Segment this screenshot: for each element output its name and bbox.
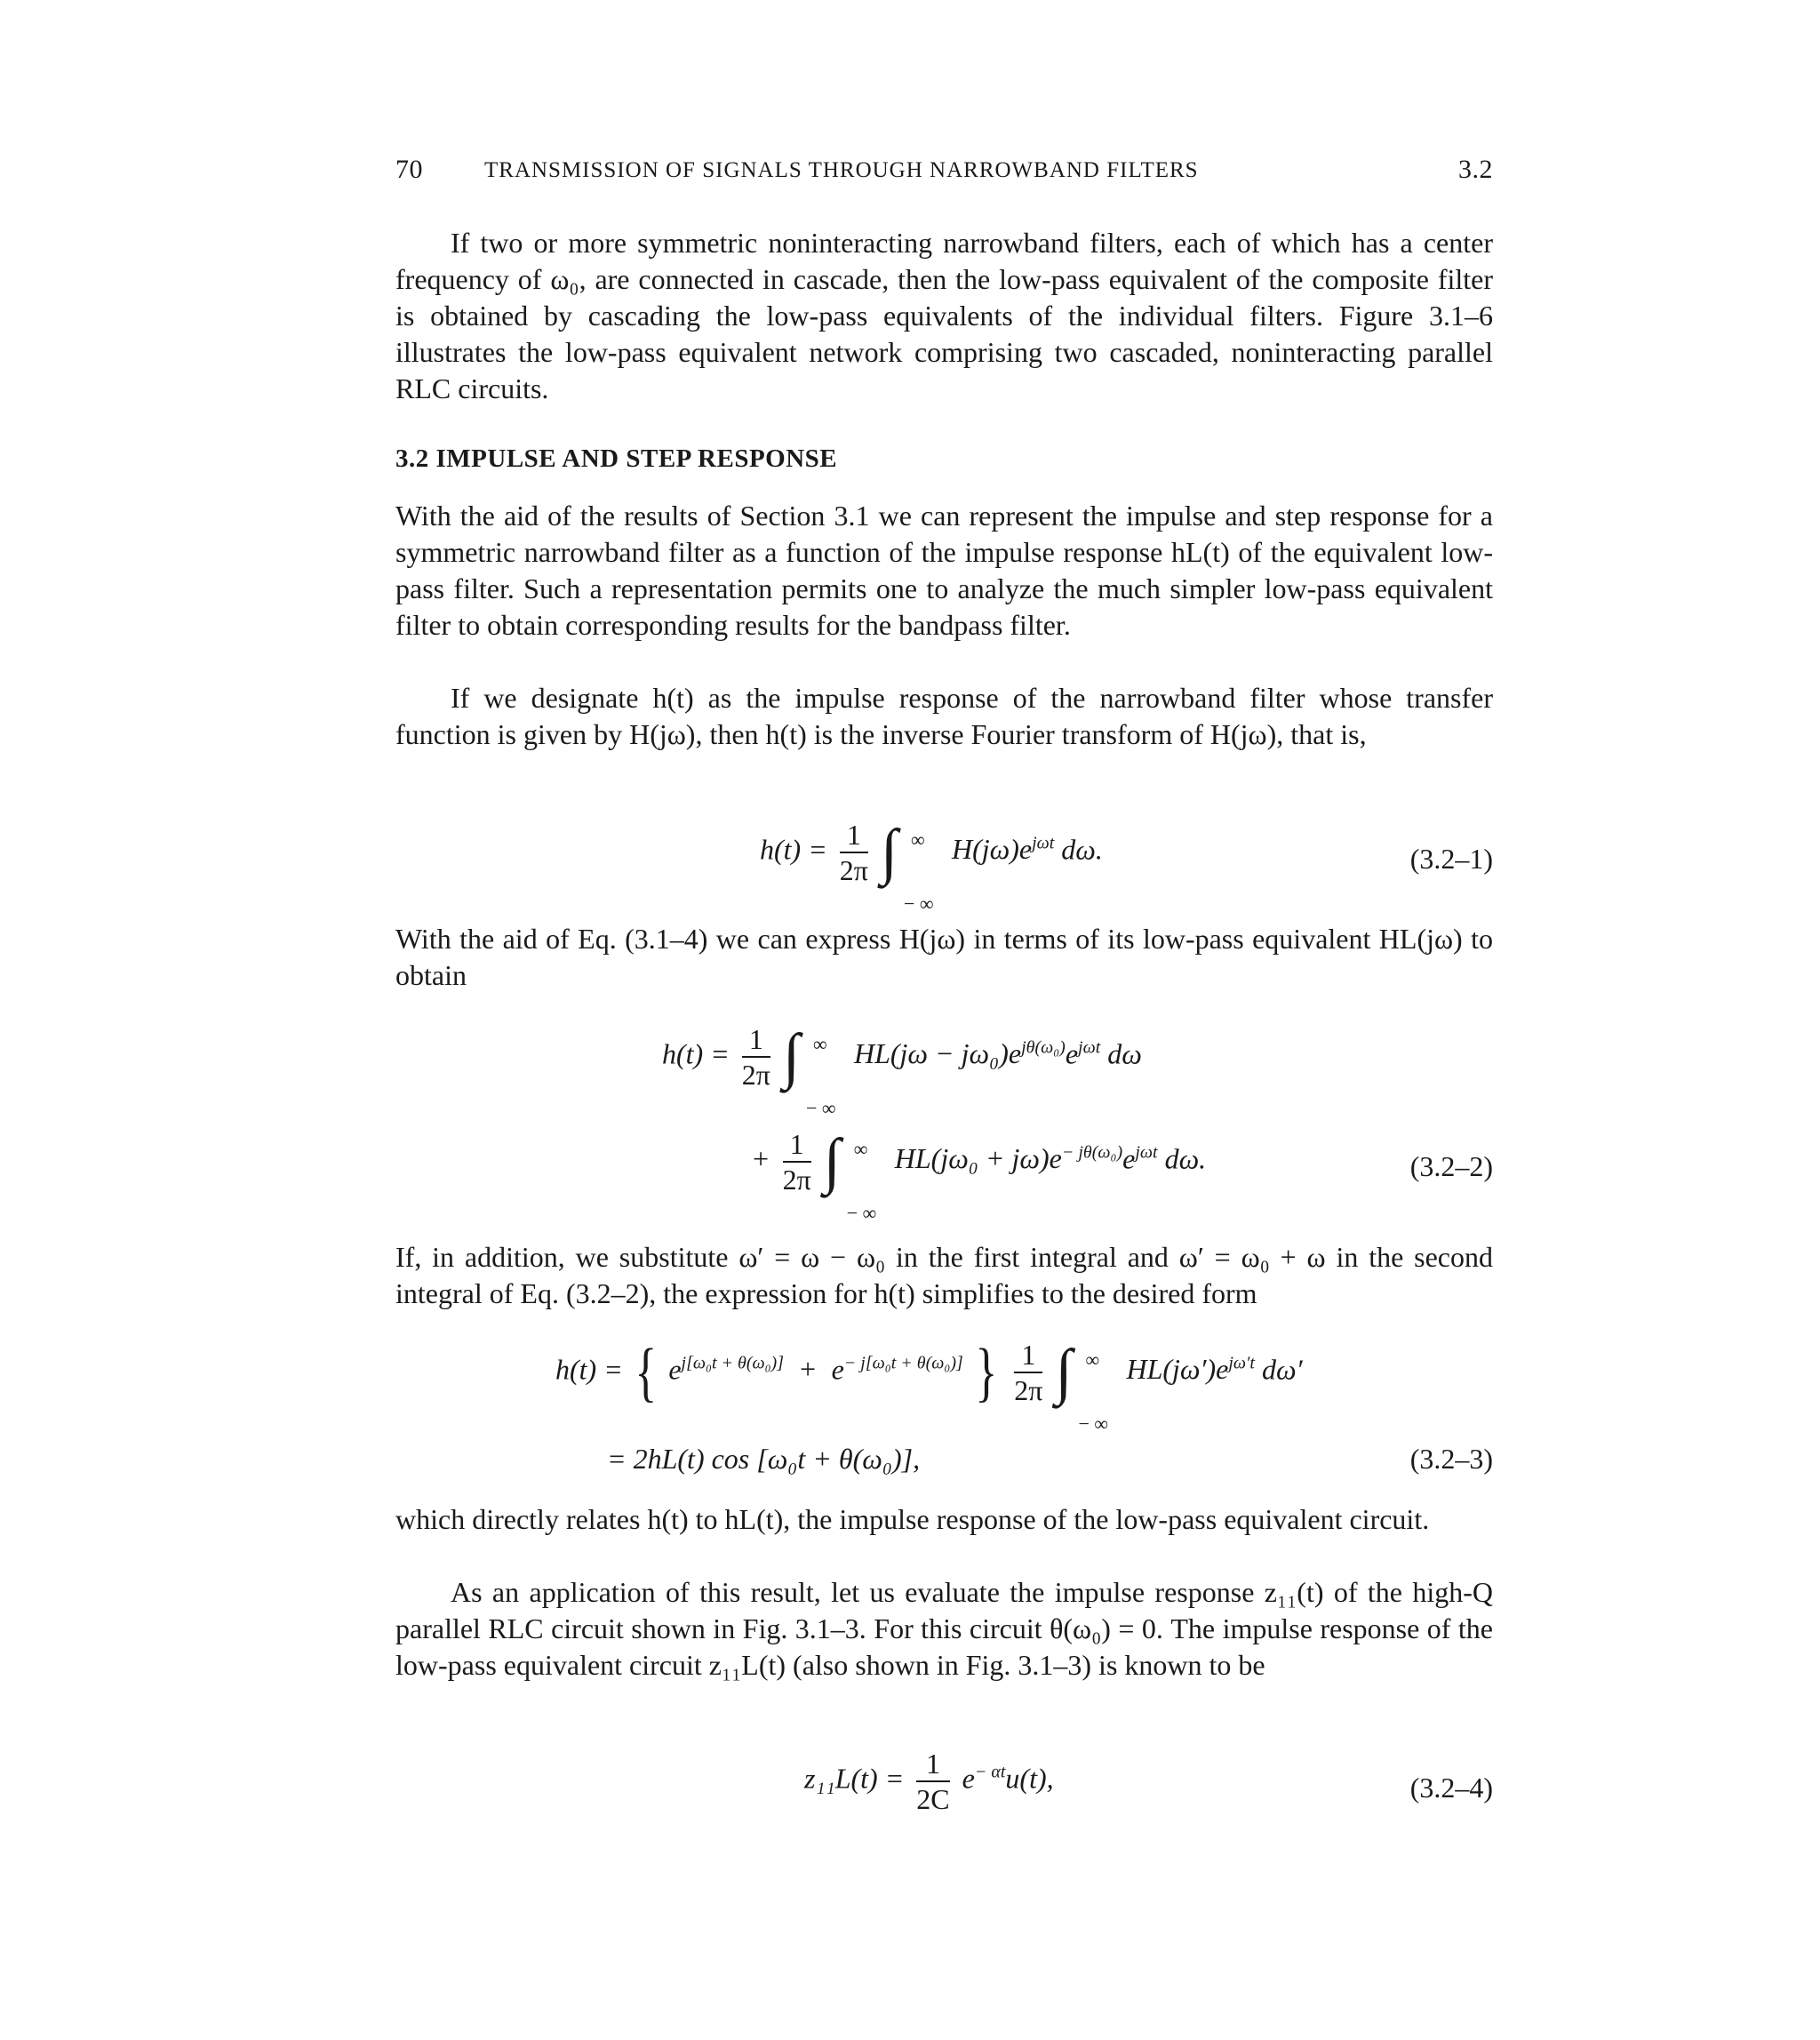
running-title: TRANSMISSION OF SIGNALS THROUGH NARROWBAND FILTERS bbox=[484, 158, 1199, 182]
integral-sign: ∫ ∞ − ∞ bbox=[782, 1022, 836, 1119]
equation-3-2-3: h(t) = { $e^{j[\omega_0t + \theta(\omega_0)]} + e^{- j[\omega_0t + \theta(\omega_0)]}$ } $\frac{1}{2\pi}$ ∫ ∞ − ∞ $HL(j\omega')e^{j\omega't}$ dω′ = 2hL(t) cos [ω₀t + θ(ω₀)], (3.2–3) bbox=[555, 1336, 1493, 1475]
equation-3-2-2: h(t) = $\frac{1}{2\pi}$ ∫ ∞ − ∞ $HL(j\omega - j\omega_0)e^{j\theta(\omega_0)}e^{j\omega t}$ dω + $\frac{1}{2\pi}$ ∫ ∞ − ∞ $HL(j\omega_0 + j\omega)e^{- j\theta(\omega_0)}e^{j\omega t}$ dω. (3.2–2) bbox=[662, 1022, 1493, 1224]
running-header bbox=[395, 155, 1493, 190]
integral-sign: ∫ ∞ − ∞ bbox=[1055, 1338, 1109, 1435]
paragraph-6: As an application of this result, let us evaluate the impulse response z₁₁(t) of the high-Q parallel RLC circuit shown in Fig. 3.1–3. For this circuit θ(ω₀) = 0. The impulse response of the low-pass equivalent circuit z₁₁L(t) (also shown in Fig. 3.1–3) is known to be bbox=[395, 1576, 1493, 1681]
header-section-number: 3.2 bbox=[1458, 155, 1493, 184]
integral-sign: ∫ ∞ − ∞ bbox=[823, 1127, 877, 1224]
equation-number: (3.2–1) bbox=[1409, 843, 1493, 875]
integral-sign: ∫ ∞ − ∞ bbox=[880, 818, 934, 915]
paragraph-2: If we designate h(t) as the impulse response of the narrowband filter whose transfer function is given by H(jω), then h(t) is the inverse Fourier transform of H(jω), that is, bbox=[395, 682, 1493, 750]
right-brace: } bbox=[975, 1336, 997, 1409]
equation-3-2-4: z₁₁L(t) = $\frac{1}{2C}$ $e^{- \alpha t}u(t)$, (3.2–4) bbox=[804, 1748, 1493, 1815]
left-brace: { bbox=[635, 1336, 657, 1409]
eq3-lhs: h(t) = bbox=[555, 1353, 623, 1386]
equation-3-2-1: h(t) = $\frac{1}{2\pi}$ ∫ ∞ − ∞ $H(j\omega)e^{j\omega t}$ dω. (3.2–1) bbox=[760, 818, 1493, 915]
intro-paragraph: If two or more symmetric noninteracting narrowband filters, each of which has a center frequency of ω₀, are connected in cascade, then the low-pass equivalent of the composite filter is obtained by cascading the low-pass equivalents of the individual filters. Figure 3.1–6 illustrates the low-pass equivalent network comprising two cascaded, noninteracting parallel RLC circuits. bbox=[395, 227, 1493, 404]
equation-number: (3.2–3) bbox=[1409, 1443, 1493, 1475]
paragraph-1: With the aid of the results of Section 3.1 we can represent the impulse and step response for a symmetric narrowband filter as a function of the impulse response hL(t) of the equivalent low-pass filter. Such a representation permits one to analyze the much simpler low-pass equivalent filter to obtain corresponding results for the bandpass filter. bbox=[395, 500, 1493, 641]
paragraph-4: If, in addition, we substitute ω′ = ω − ω₀ in the first integral and ω′ = ω₀ + ω in the second integral of Eq. (3.2–2), the expression for h(t) simplifies to the desired form bbox=[395, 1241, 1493, 1309]
eq4-lhs: z₁₁L(t) = bbox=[804, 1762, 905, 1795]
equation-number: (3.2–2) bbox=[1409, 1150, 1493, 1182]
paragraph-5: which directly relates h(t) to hL(t), the impulse response of the low-pass equivalent circuit. bbox=[395, 1503, 1430, 1535]
paragraph-3: With the aid of Eq. (3.1–4) we can express H(jω) in terms of its low-pass equivalent HL(jω) to obtain bbox=[395, 923, 1493, 991]
eq1-fraction: $\frac{1}{2\pi}$ bbox=[839, 819, 868, 886]
eq3-line-2: = 2hL(t) cos [ω₀t + θ(ω₀)], bbox=[607, 1443, 921, 1475]
equation-number: (3.2–4) bbox=[1409, 1772, 1493, 1804]
section-heading: 3.2 IMPULSE AND STEP RESPONSE bbox=[395, 444, 838, 473]
eq2-lhs: h(t) = bbox=[662, 1037, 730, 1070]
book-page bbox=[395, 0, 1493, 2040]
eq4-fraction: $\frac{1}{2C}$ bbox=[916, 1748, 950, 1815]
page-number: 70 bbox=[395, 155, 423, 184]
eq1-lhs: h(t) = bbox=[760, 833, 827, 866]
